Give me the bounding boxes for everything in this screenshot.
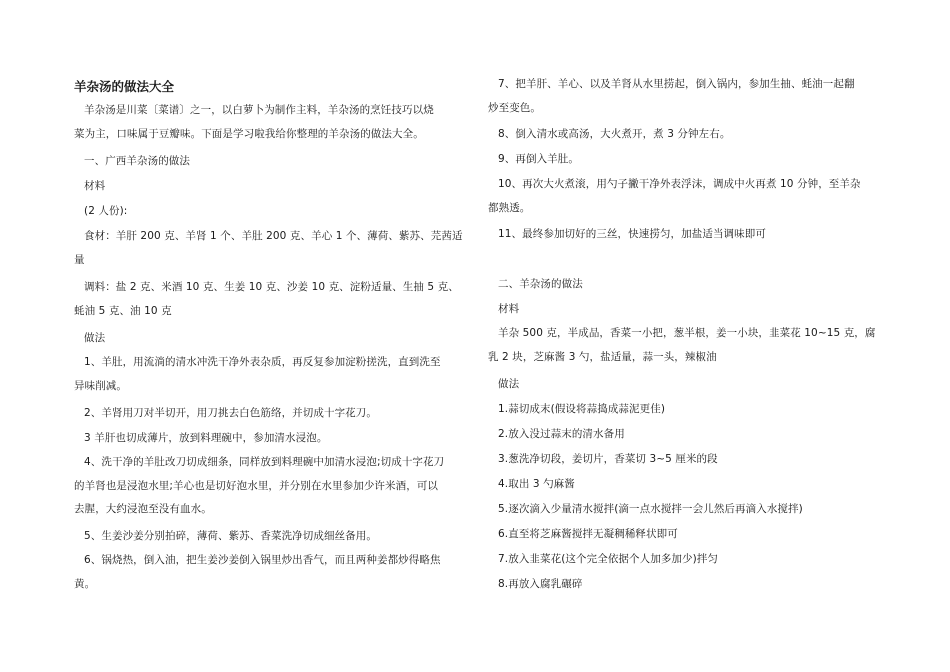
- paragraph-line: 炒至变色。: [488, 101, 541, 114]
- paragraph-line: 的羊肾也是浸泡水里;羊心也是切好泡水里，并分别在水里参加少许米酒，可以: [74, 479, 439, 492]
- paragraph-line: 9、再倒入羊肚。: [498, 153, 579, 165]
- paragraph: [74, 150, 466, 174]
- paragraph-line: 5、生姜沙姜分别拍碎，薄荷、紫苏、香菜洗净切成细丝备用。: [84, 530, 377, 542]
- paragraph: [74, 549, 466, 596]
- paragraph: [488, 73, 882, 120]
- paragraph-line: 1、羊肚，用流淌的清水冲洗干净外表杂质，再反复参加淀粉搓洗，直到洗至: [84, 356, 441, 368]
- paragraph-line: 羊杂 500 克，半成品，香菜一小把，葱半根，姜一小块，韭菜花 10~15 克，腐: [498, 327, 876, 339]
- paragraph: [488, 473, 882, 497]
- document-title: 羊杂汤的做法大全: [74, 79, 175, 94]
- paragraph: [488, 423, 882, 447]
- paragraph: [74, 525, 466, 549]
- paragraph: [488, 322, 882, 369]
- paragraph-line: 材料: [84, 180, 106, 192]
- paragraph-line: 黄。: [74, 577, 96, 590]
- paragraph: [488, 273, 882, 297]
- paragraph: [488, 173, 882, 220]
- paragraph-line: 7.放入韭菜花(这个完全依据个人加多加少)拌匀: [498, 553, 719, 565]
- paragraph-line: 菜为主，口味属于豆瓣味。下面是学习啦我给你整理的羊杂汤的做法大全。: [74, 127, 424, 140]
- paragraph-line: 调料：盐 2 克、米酒 10 克、生姜 10 克、沙姜 10 克、淀粉适量、生抽 5 克、: [84, 281, 459, 293]
- paragraph-line: 7、把羊肝、羊心、以及羊肾从水里捞起，倒入锅内，参加生抽、蚝油一起翻: [498, 78, 855, 90]
- paragraph: [74, 99, 466, 146]
- paragraph-line: 去腥，大约浸泡至没有血水。: [74, 503, 212, 515]
- paragraph-line: 量: [74, 253, 85, 266]
- paragraph-line: 4、洗干净的羊肚改刀切成细条，同样放到料理碗中加清水浸泡;切成十字花刀: [84, 456, 445, 468]
- paragraph-line: 4.取出 3 勺麻酱: [498, 478, 575, 490]
- paragraph-line: 5.逐次滴入少量清水搅拌(滴一点水搅拌一会儿然后再滴入水搅拌): [498, 503, 803, 515]
- paragraph: [488, 573, 882, 597]
- paragraph: [488, 298, 882, 322]
- paragraph: [74, 402, 466, 426]
- paragraph-line: 做法: [498, 378, 520, 390]
- paragraph-line: 异味削减。: [74, 379, 127, 392]
- paragraph-line: 6.直至将芝麻酱搅拌无凝稠稀释状即可: [498, 528, 678, 540]
- paragraph: [488, 498, 882, 522]
- paragraph: [488, 223, 882, 247]
- paragraph-line: 6、锅烧热，倒入油，把生姜沙姜倒入锅里炒出香气，而且两种姜都炒得略焦: [84, 554, 441, 566]
- paragraph: [74, 175, 466, 199]
- paragraph-line: 1.蒜切成末(假设将蒜捣成蒜泥更佳): [498, 403, 666, 415]
- paragraph-line: 一、广西羊杂汤的做法: [84, 155, 190, 167]
- paragraph: [488, 398, 882, 422]
- paragraph-line: 2.放入没过蒜末的清水备用: [498, 428, 625, 440]
- paragraph-line: 羊杂汤是川菜〔菜谱〕之一，以白萝卜为制作主料，羊杂汤的烹饪技巧以烧: [84, 104, 434, 116]
- paragraph: [488, 373, 882, 397]
- paragraph-line: 蚝油 5 克、油 10 克: [74, 304, 172, 317]
- paragraph: [74, 351, 466, 398]
- paragraph: [488, 548, 882, 572]
- paragraph: [488, 123, 882, 147]
- paragraph-line: 8、倒入清水或高汤，大火煮开，煮 3 分钟左右。: [498, 128, 731, 140]
- paragraph: [74, 276, 466, 323]
- paragraph-line: (2 人份):: [84, 205, 128, 217]
- paragraph: [74, 225, 466, 272]
- paragraph-line: 3 羊肝也切成薄片，放到料理碗中，参加清水浸泡。: [84, 432, 328, 444]
- paragraph-line: 8.再放入腐乳碾碎: [498, 578, 583, 590]
- paragraph-line: 做法: [84, 332, 106, 344]
- paragraph: [74, 327, 466, 351]
- paragraph-line: 食材：羊肝 200 克、羊肾 1 个、羊肚 200 克、羊心 1 个、薄荷、紫苏、芫茜适: [84, 230, 463, 242]
- paragraph-line: 乳 2 块，芝麻酱 3 勺，盐适量，蒜一头，辣椒油: [488, 350, 717, 363]
- paragraph-line: 2、羊肾用刀对半切开，用刀挑去白色筋络，并切成十字花刀。: [84, 407, 377, 419]
- paragraph-line: 11、最终参加切好的三丝，快速捞匀，加盐适当调味即可: [498, 228, 766, 240]
- paragraph: [488, 148, 882, 172]
- paragraph-line: 10、再次大火煮滚，用勺子撇干净外表浮沫，调成中火再煮 10 分钟，至羊杂: [498, 178, 861, 190]
- paragraph-line: 材料: [498, 303, 520, 315]
- paragraph: [74, 200, 466, 224]
- paragraph: [488, 523, 882, 547]
- paragraph-line: 都熟透。: [488, 201, 531, 214]
- paragraph: [74, 427, 466, 451]
- paragraph-line: 3.葱洗净切段，姜切片，香菜切 3~5 厘米的段: [498, 453, 718, 465]
- paragraph: [488, 448, 882, 472]
- paragraph: [74, 451, 466, 522]
- paragraph-line: 二、羊杂汤的做法: [498, 278, 583, 290]
